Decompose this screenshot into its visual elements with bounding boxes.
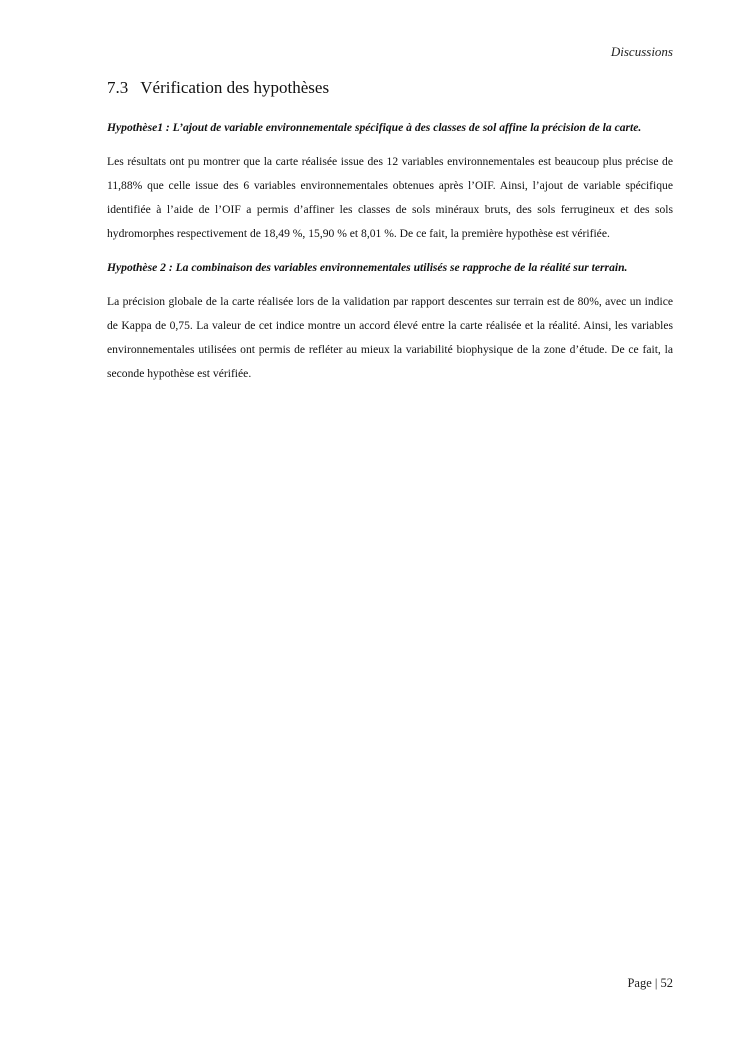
hypothesis-2-statement: Hypothèse 2 : La combinaison des variables environnementales utilisés se rapproche de la réalité sur terrain. — [107, 261, 628, 274]
hypothesis-2-paragraph: La précision globale de la carte réalisée lors de la validation par rapport descentes sur terrain est de 80%, avec un indice de Kappa de 0,75. La valeur de cet indice montre un accord élevé entre la carte réalisée et la réalité. Ainsi, les variables environnementales utilisées ont permis de refléter au mieux la variabilité biophysique de la zone d’étude. De ce fait, la seconde hypothèse est vérifiée. — [107, 295, 673, 380]
section-title: Vérification des hypothèses — [140, 78, 330, 97]
section-heading — [107, 76, 673, 100]
hypothesis-1-statement: Hypothèse1 : L’ajout de variable environnementale spécifique à des classes de sol affine la précision de la carte. — [107, 121, 642, 134]
running-header: Discussions — [610, 44, 673, 59]
hypothesis-1-paragraph: Les résultats ont pu montrer que la carte réalisée issue des 12 variables environnementales est beaucoup plus précise de 11,88% que celle issue des 6 variables environnementales obtenues après l’OIF. Ainsi, l’ajout de variable spécifique identifiée à l’aide de l’OIF a permis d’affiner les classes de sols minéraux bruts, des sols ferrugineux et des sols hydromorphes respectivement de 18,49 %, 15,90 % et 8,01 %. De ce fait, la première hypothèse est vérifiée. — [107, 155, 673, 240]
page-number: Page | 52 — [627, 976, 673, 990]
section-number: 7.3 — [107, 78, 129, 97]
page-content — [107, 76, 673, 396]
